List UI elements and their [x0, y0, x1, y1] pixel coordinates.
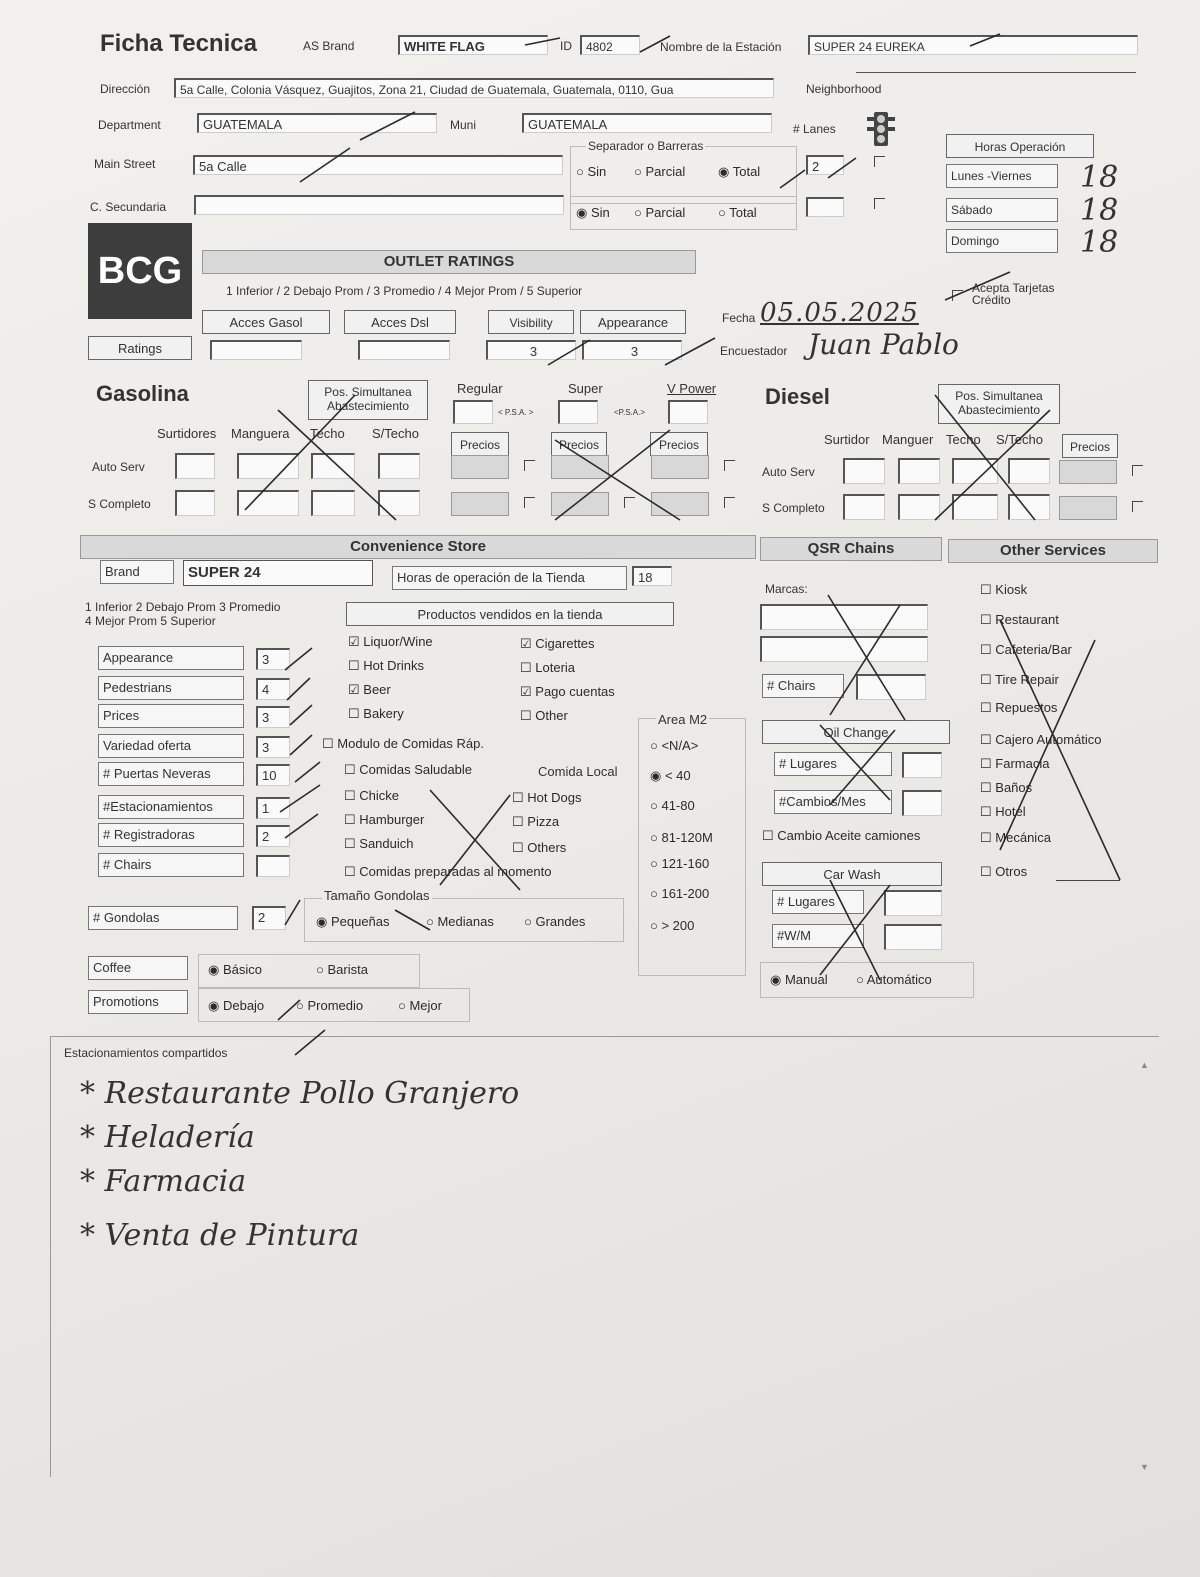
qsr-marca-field-1[interactable]: [760, 604, 928, 630]
fecha-value[interactable]: 05.05.2025: [760, 298, 919, 328]
ratings-scale: 1 Inferior / 2 Debajo Prom / 3 Promedio / 4 Mejor Prom / 5 Superior: [226, 284, 583, 298]
station-name-field[interactable]: SUPER 24 EUREKA: [808, 35, 1138, 55]
comida-hotdogs-checkbox[interactable]: ☐ Hot Dogs: [512, 790, 582, 805]
oil-lugares-label: # Lugares: [774, 752, 892, 776]
gondola-size-title: Tamaño Gondolas: [324, 888, 430, 903]
sep-sec-sin-radio[interactable]: ◉ Sin: [576, 205, 610, 220]
gas-auto-manguera[interactable]: [237, 453, 299, 479]
diesel-title: Diesel: [765, 384, 830, 409]
diesel-col-techo: Techo: [946, 432, 981, 447]
product-cigarettes-checkbox[interactable]: ☑ Cigarettes: [520, 636, 595, 651]
hours-saturday-value[interactable]: 18: [1080, 193, 1119, 228]
service-hotel-checkbox[interactable]: ☐ Hotel: [980, 804, 1026, 819]
diesel-auto-manguer[interactable]: [898, 458, 940, 484]
area-gt200-radio[interactable]: ○ > 200: [650, 918, 695, 933]
comida-others-checkbox[interactable]: ☐ Others: [512, 840, 567, 855]
product-hotdrinks-checkbox[interactable]: ☐ Hot Drinks: [348, 658, 424, 673]
promo-promedio-radio[interactable]: ○ Promedio: [296, 998, 364, 1013]
gas-precios-vpower: Precios: [650, 432, 708, 456]
as-brand-label: AS Brand: [303, 39, 355, 53]
gas-auto-surtidores[interactable]: [175, 453, 215, 479]
convenience-store-title: Convenience Store: [80, 535, 756, 559]
store-scale-line1: 1 Inferior 2 Debajo Prom 3 Promedio: [85, 600, 281, 614]
metric-label: # Puertas Neveras: [98, 762, 244, 786]
carwash-lugares-field[interactable]: [884, 890, 942, 916]
gas-auto-price-vpower[interactable]: [651, 455, 709, 479]
area-lt40-radio[interactable]: ◉ < 40: [650, 768, 691, 783]
credit-card-label: Acepta Tarjetas Crédito: [972, 281, 1055, 307]
aceite-camiones-checkbox[interactable]: ☐ Cambio Aceite camiones: [762, 828, 921, 843]
comida-preparadas-checkbox[interactable]: ☐ Comidas preparadas al momento: [344, 864, 552, 879]
otros-field[interactable]: [1056, 880, 1120, 881]
gas-vpower-label: V Power: [667, 381, 717, 396]
sep-main-total-radio[interactable]: ◉ Total: [718, 164, 761, 179]
lanes-sec-checkbox[interactable]: [874, 198, 885, 209]
note-line-1: * Restaurante Pollo Granjero: [80, 1076, 520, 1111]
gas-full-price-regular[interactable]: [451, 492, 509, 516]
hours-sunday-value[interactable]: 18: [1080, 225, 1119, 260]
traffic-light-icon: [866, 110, 896, 150]
promo-debajo-radio[interactable]: ◉ Debajo: [208, 998, 265, 1013]
gas-col-techo: Techo: [310, 426, 345, 441]
product-liquor-checkbox[interactable]: ☑ Liquor/Wine: [348, 634, 433, 649]
comida-pizza-checkbox[interactable]: ☐ Pizza: [512, 814, 560, 829]
metric-value[interactable]: [256, 855, 290, 877]
carwash-wm-label: #W/M: [772, 924, 864, 948]
product-beer-checkbox[interactable]: ☑ Beer: [348, 682, 391, 697]
scroll-down-arrow-icon[interactable]: ▼: [1140, 1462, 1149, 1472]
gas-auto-vpower-checkbox[interactable]: [724, 460, 735, 471]
ratings-row-label: Ratings: [88, 336, 192, 360]
comida-chicke-checkbox[interactable]: ☐ Chicke: [344, 788, 400, 803]
oil-cambios-label: #Cambios/Mes: [774, 790, 892, 814]
comida-hamburger-checkbox[interactable]: ☐ Hamburger: [344, 812, 425, 827]
scroll-up-arrow-icon[interactable]: ▲: [1140, 1060, 1149, 1070]
service-restaurant-checkbox[interactable]: ☐ Restaurant: [980, 612, 1059, 627]
neighborhood-label: Neighborhood: [806, 82, 882, 96]
comida-saludable-checkbox[interactable]: ☐ Comidas Saludable: [344, 762, 473, 777]
diesel-full-manguer[interactable]: [898, 494, 940, 520]
hours-weekday-value[interactable]: 18: [1080, 160, 1119, 195]
lanes-sec-field[interactable]: [806, 197, 844, 217]
area-group: [638, 718, 746, 976]
visibility-header: Visibility: [488, 310, 574, 334]
gas-auto-stecho[interactable]: [378, 453, 420, 479]
as-brand-field[interactable]: WHITE FLAG: [398, 35, 548, 55]
hours-saturday-label: Sábado: [946, 198, 1058, 222]
muni-field[interactable]: GUATEMALA: [522, 113, 772, 133]
product-bakery-checkbox[interactable]: ☐ Bakery: [348, 706, 404, 721]
appearance-header: Appearance: [580, 310, 686, 334]
id-label: ID: [560, 39, 572, 53]
service-mec-nica-checkbox[interactable]: ☐ Mecánica: [980, 830, 1051, 845]
secondary-street-label: C. Secundaria: [90, 200, 167, 214]
comida-local-label: Comida Local: [538, 764, 618, 779]
gas-col-surtidores: Surtidores: [157, 426, 217, 441]
metric-label: #Estacionamientos: [98, 795, 244, 819]
area-41-80-radio[interactable]: ○ 41-80: [650, 798, 695, 813]
acces-dsl-header: Acces Dsl: [344, 310, 456, 334]
gondolas-field[interactable]: 2: [252, 906, 286, 930]
acces-gasol-field[interactable]: [210, 340, 302, 360]
sep-main-parcial-radio[interactable]: ○ Parcial: [634, 164, 686, 179]
gondola-grandes-radio[interactable]: ○ Grandes: [524, 914, 586, 929]
main-street-label: Main Street: [94, 157, 156, 171]
diesel-pos-simultanea: Pos. Simultanea Abastecimiento: [938, 384, 1060, 424]
service-kiosk-checkbox[interactable]: ☐ Kiosk: [980, 582, 1028, 597]
sep-sec-total-radio[interactable]: ○ Total: [718, 205, 757, 220]
modulo-comidas-checkbox[interactable]: ☐ Modulo de Comidas Ráp.: [322, 736, 484, 751]
qsr-marca-field-2[interactable]: [760, 636, 928, 662]
diesel-full-stecho[interactable]: [1008, 494, 1050, 520]
separator-title: Separador o Barreras: [588, 139, 704, 153]
lanes-main-field[interactable]: 2: [806, 155, 844, 175]
diesel-col-surtidor: Surtidor: [824, 432, 870, 447]
diesel-full-techo[interactable]: [952, 494, 998, 520]
product-pago-cuentas-checkbox[interactable]: ☑ Pago cuentas: [520, 684, 615, 699]
car-wash-title: Car Wash: [762, 862, 942, 886]
diesel-full-price[interactable]: [1059, 496, 1117, 520]
diesel-auto-price[interactable]: [1059, 460, 1117, 484]
note-line-3: * Farmacia: [80, 1164, 247, 1199]
store-hours-field[interactable]: 18: [632, 566, 672, 586]
metric-value[interactable]: 3: [256, 648, 290, 670]
carwash-lugares-label: # Lugares: [772, 890, 864, 914]
oil-cambios-field[interactable]: [902, 790, 942, 816]
gas-col-stecho: S/Techo: [372, 426, 419, 441]
gas-row-s-completo: S Completo: [88, 497, 151, 511]
area-na-radio[interactable]: ○ <N/A>: [650, 738, 699, 753]
outlet-ratings-title: OUTLET RATINGS: [202, 250, 696, 274]
gas-pos-simultanea: Pos. Simultanea Abastecimiento: [308, 380, 428, 420]
bcg-logo: BCG: [88, 223, 192, 319]
metric-label: Variedad oferta: [98, 734, 244, 758]
gas-full-regular-checkbox[interactable]: [524, 497, 535, 508]
sep-sec-parcial-radio[interactable]: ○ Parcial: [634, 205, 686, 220]
qsr-chains-title: QSR Chains: [760, 537, 942, 561]
neighborhood-field[interactable]: [856, 72, 1136, 73]
diesel-auto-checkbox[interactable]: [1132, 465, 1143, 476]
main-street-field[interactable]: 5a Calle: [193, 155, 563, 175]
service-otros-checkbox[interactable]: ☐ Otros: [980, 864, 1028, 879]
qsr-chairs-field[interactable]: [856, 674, 926, 700]
diesel-auto-stecho[interactable]: [1008, 458, 1050, 484]
sep-main-sin-radio[interactable]: ○ Sin: [576, 164, 607, 179]
oil-change-title: Oil Change: [762, 720, 950, 744]
diesel-full-checkbox[interactable]: [1132, 501, 1143, 512]
muni-label: Muni: [450, 118, 477, 132]
visibility-field[interactable]: 3: [486, 340, 576, 360]
service-farmacia-checkbox[interactable]: ☐ Farmacia: [980, 756, 1050, 771]
gas-psa-1: < P.S.A. >: [498, 408, 534, 417]
gas-regular-pos-field[interactable]: [453, 400, 493, 424]
diesel-col-stecho: S/Techo: [996, 432, 1043, 447]
gas-super-pos-field[interactable]: [558, 400, 598, 424]
gas-precios-super: Precios: [551, 432, 607, 456]
diesel-auto-surtidor[interactable]: [843, 458, 885, 484]
gas-full-manguera[interactable]: [237, 490, 299, 516]
product-other-checkbox[interactable]: ☐ Other: [520, 708, 568, 723]
hours-weekday-label: Lunes -Viernes: [946, 164, 1058, 188]
metric-label: Prices: [98, 704, 244, 728]
hours-sunday-label: Domingo: [946, 229, 1058, 253]
gas-precios-regular: Precios: [451, 432, 509, 456]
department-field[interactable]: GUATEMALA: [197, 113, 437, 133]
promotions-label: Promotions: [88, 990, 188, 1014]
diesel-col-manguer: Manguer: [882, 432, 934, 447]
gasolina-title: Gasolina: [96, 381, 189, 406]
metric-value[interactable]: 10: [256, 764, 290, 786]
gas-vpower-pos-field[interactable]: [668, 400, 708, 424]
service-cajero-autom-tico-checkbox[interactable]: ☐ Cajero Automático: [980, 732, 1102, 747]
metric-label: # Registradoras: [98, 823, 244, 847]
gondola-pequenas-radio[interactable]: ◉ Pequeñas: [316, 914, 390, 929]
store-scale-line2: 4 Mejor Prom 5 Superior: [85, 614, 216, 628]
metric-value[interactable]: 1: [256, 797, 290, 819]
gondola-medianas-radio[interactable]: ○ Medianas: [426, 914, 494, 929]
diesel-auto-techo[interactable]: [952, 458, 998, 484]
direccion-label: Dirección: [100, 82, 151, 96]
product-loteria-checkbox[interactable]: ☐ Loteria: [520, 660, 576, 675]
fecha-label: Fecha: [722, 311, 756, 325]
qsr-chairs-label: # Chairs: [762, 674, 844, 698]
department-label: Department: [98, 118, 161, 132]
metric-value[interactable]: 2: [256, 825, 290, 847]
store-brand-field[interactable]: SUPER 24: [183, 560, 373, 586]
acces-dsl-field[interactable]: [358, 340, 450, 360]
gas-super-label: Super: [568, 381, 603, 396]
gas-full-price-super[interactable]: [551, 492, 609, 516]
store-brand-label: Brand: [100, 560, 174, 584]
coffee-basico-radio[interactable]: ◉ Básico: [208, 962, 262, 977]
service-repuestos-checkbox[interactable]: ☐ Repuestos: [980, 700, 1058, 715]
promo-mejor-radio[interactable]: ○ Mejor: [398, 998, 442, 1013]
direccion-field[interactable]: 5a Calle, Colonia Vásquez, Guajitos, Zona 21, Ciudad de Guatemala, Guatemala, 0110, Gua: [174, 78, 774, 98]
oil-lugares-field[interactable]: [902, 752, 942, 778]
gas-full-surtidores[interactable]: [175, 490, 215, 516]
metric-value[interactable]: 3: [256, 706, 290, 728]
area-121-160-radio[interactable]: ○ 121-160: [650, 856, 710, 871]
metric-value[interactable]: 4: [256, 678, 290, 700]
wash-manual-radio[interactable]: ◉ Manual: [770, 972, 828, 987]
metric-value[interactable]: 3: [256, 736, 290, 758]
note-line-2: * Heladería: [80, 1120, 255, 1155]
area-161-200-radio[interactable]: ○ 161-200: [650, 886, 710, 901]
area-title: Area M2: [658, 712, 708, 727]
qsr-marcas-label: Marcas:: [765, 582, 808, 596]
gas-auto-price-super[interactable]: [551, 455, 609, 479]
gas-auto-regular-checkbox[interactable]: [524, 460, 535, 471]
id-field[interactable]: 4802: [580, 35, 640, 55]
gondolas-label: # Gondolas: [88, 906, 238, 930]
metric-label: Appearance: [98, 646, 244, 670]
diesel-row-auto-serv: Auto Serv: [762, 465, 815, 479]
encuestador-label: Encuestador: [720, 344, 788, 358]
service-ba-os-checkbox[interactable]: ☐ Baños: [980, 780, 1033, 795]
lanes-main-checkbox[interactable]: [874, 156, 885, 167]
service-cafeteria-bar-checkbox[interactable]: ☐ Cafeteria/Bar: [980, 642, 1072, 657]
metric-label: Pedestrians: [98, 676, 244, 700]
gas-full-vpower-checkbox[interactable]: [724, 497, 735, 508]
diesel-precios: Precios: [1062, 434, 1118, 458]
secondary-street-field[interactable]: [194, 195, 564, 215]
area-81-120-radio[interactable]: ○ 81-120M: [650, 830, 713, 845]
hours-title: Horas Operación: [946, 134, 1094, 158]
other-services-title: Other Services: [948, 539, 1158, 563]
comida-sanduich-checkbox[interactable]: ☐ Sanduich: [344, 836, 414, 851]
store-hours-label: Horas de operación de la Tienda: [392, 566, 627, 590]
gas-row-auto-serv: Auto Serv: [92, 460, 145, 474]
gas-auto-price-regular[interactable]: [451, 455, 509, 479]
carwash-wm-field[interactable]: [884, 924, 942, 950]
diesel-full-surtidor[interactable]: [843, 494, 885, 520]
gas-col-manguera: Manguera: [231, 426, 290, 441]
gas-auto-techo[interactable]: [311, 453, 355, 479]
encuestador-value[interactable]: Juan Pablo: [808, 328, 959, 361]
metric-label: # Chairs: [98, 853, 244, 877]
products-title: Productos vendidos en la tienda: [346, 602, 674, 626]
wash-automatico-radio[interactable]: ○ Automático: [856, 972, 932, 987]
coffee-label: Coffee: [88, 956, 188, 980]
station-name-label: Nombre de la Estación: [660, 40, 782, 54]
note-line-4: * Venta de Pintura: [80, 1218, 360, 1253]
gas-psa-2: <P.S.A.>: [614, 408, 645, 417]
form-title: Ficha Tecnica: [100, 30, 257, 57]
diesel-row-s-completo: S Completo: [762, 501, 825, 515]
service-tire-repair-checkbox[interactable]: ☐ Tire Repair: [980, 672, 1059, 687]
gas-full-super-checkbox[interactable]: [624, 497, 635, 508]
gas-full-stecho[interactable]: [378, 490, 420, 516]
acces-gasol-header: Acces Gasol: [202, 310, 330, 334]
gas-full-price-vpower[interactable]: [651, 492, 709, 516]
notes-label: Estacionamientos compartidos: [64, 1046, 228, 1060]
appearance-field[interactable]: 3: [582, 340, 682, 360]
coffee-barista-radio[interactable]: ○ Barista: [316, 962, 368, 977]
gas-full-techo[interactable]: [311, 490, 355, 516]
lanes-label: # Lanes: [793, 122, 836, 136]
gas-regular-label: Regular: [457, 381, 503, 396]
credit-card-checkbox[interactable]: [952, 290, 963, 301]
